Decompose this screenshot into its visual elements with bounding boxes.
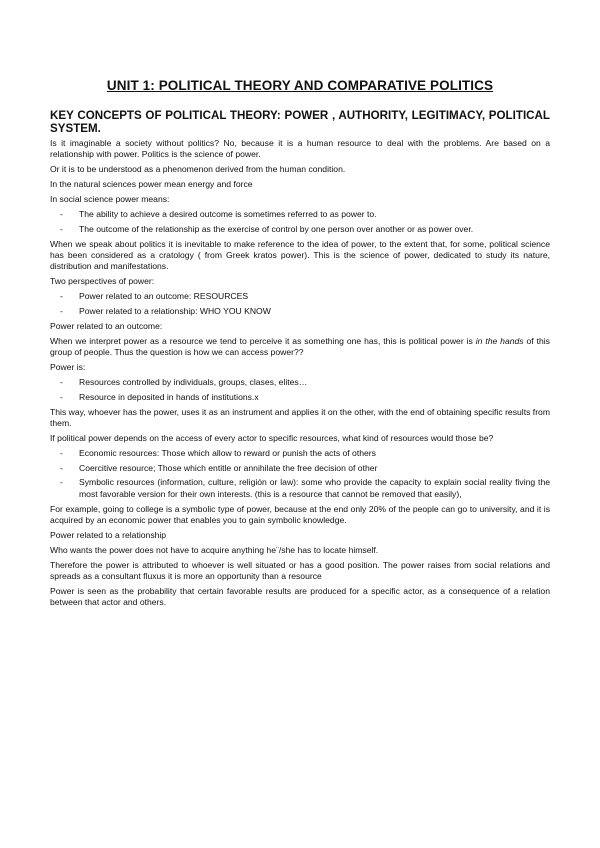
power-is-list xyxy=(50,377,550,403)
dash-bullet: - xyxy=(60,223,63,234)
emphasis-text: in the hands xyxy=(475,335,524,346)
paragraph: For example, going to college is a symbolic type of power, because at the end only 20% of the people can go to university, and it is acquired by an economic power that enables you to gain symbolic knowledge. xyxy=(50,503,550,525)
paragraph: Power is: xyxy=(50,361,86,372)
dash-bullet: - xyxy=(60,376,63,387)
section-heading: KEY CONCEPTS OF POLITICAL THEORY: POWER , AUTHORITY, LEGITIMACY, POLITICAL SYSTEM. xyxy=(50,109,550,135)
paragraph: In social science power means: xyxy=(50,193,170,204)
dash-bullet: - xyxy=(60,208,63,219)
dash-bullet: - xyxy=(60,305,63,316)
list-item: - Economic resources: Those which allow to reward or punish the acts of others xyxy=(60,447,376,458)
dash-bullet: - xyxy=(60,477,63,488)
perspectives-list xyxy=(50,291,550,317)
dash-bullet: - xyxy=(60,447,63,458)
page-title: UNIT 1: POLITICAL THEORY AND COMPARATIVE POLITICS xyxy=(106,78,494,93)
paragraph: Power is seen as the probability that certain favorable results are produced for a specific actor, as a consequence of a relation between that actor and others. xyxy=(50,585,550,608)
resources-list xyxy=(50,448,550,500)
dash-bullet: - xyxy=(60,391,63,402)
paragraph: Who wants the power does not have to acquire anything he¨/she has to locate himself. xyxy=(50,544,379,555)
paragraph: When we speak about politics it is inevitable to make reference to the idea of power, to the extent that, for some, political science has been considered as a cratology ( from Greek kratos power). This is the science of power, dedicated to study its nature, distribution and manifestations. xyxy=(50,238,550,272)
list-item: - The outcome of the relationship as the exercise of control by one person over another or as power over. xyxy=(60,223,474,234)
list-item: - The ability to achieve a desired outcome is sometimes referred to as power to. xyxy=(60,208,377,219)
paragraph: Is it imaginable a society without politics? No, because it is a human resource to deal with the problems. Are based on a relationship with power. Politics is the science of power. xyxy=(50,138,550,160)
paragraph: Power related to a relationship xyxy=(50,529,167,540)
list-item: - Resource in deposited in hands of institutions.x xyxy=(60,391,259,402)
paragraph: This way, whoever has the power, uses it as an instrument and applies it on the other, with the end of obtaining specific results from them. xyxy=(50,406,550,428)
list-item: - Power related to an outcome: RESOURCES xyxy=(60,291,249,302)
list-item: - Resources controlled by individuals, groups, clases, elites… xyxy=(60,376,308,387)
paragraph: Power related to an outcome: xyxy=(50,320,163,331)
paragraph: Or it is to be understood as a phenomenon derived from the human condition. xyxy=(50,164,346,175)
paragraph: Two perspectives of power: xyxy=(50,276,155,287)
paragraph: Therefore the power is attributed to whoever is well situated or has a good position. The power raises from social relations and spreads as a consultant fluxus it is more an opportunity than a resource xyxy=(50,559,550,581)
dash-bullet: - xyxy=(60,291,63,302)
paragraph: If political power depends on the access of every actor to specific resources, what kind of resources would those be? xyxy=(50,432,494,443)
dash-bullet: - xyxy=(60,462,63,473)
list-item: - Coercitive resource; Those which entitle or annihilate the free decision of other xyxy=(60,462,378,473)
paragraph: In the natural sciences power mean energy and force xyxy=(50,179,253,190)
power-means-list xyxy=(50,209,550,235)
paragraph: When we interpret power as a resource we tend to perceive it as something one has, this is political power is in the hands of this group of people. Thus the question is how we can access power?? xyxy=(50,335,550,357)
list-item: - Power related to a relationship: WHO YOU KNOW xyxy=(60,305,271,316)
list-item: - Symbolic resources (information, culture, religión or law): some who provide the capacity to explain social reality fiving the most favorable version for their own interests. (this is a resource that cannot be removed that easily), xyxy=(60,477,550,499)
